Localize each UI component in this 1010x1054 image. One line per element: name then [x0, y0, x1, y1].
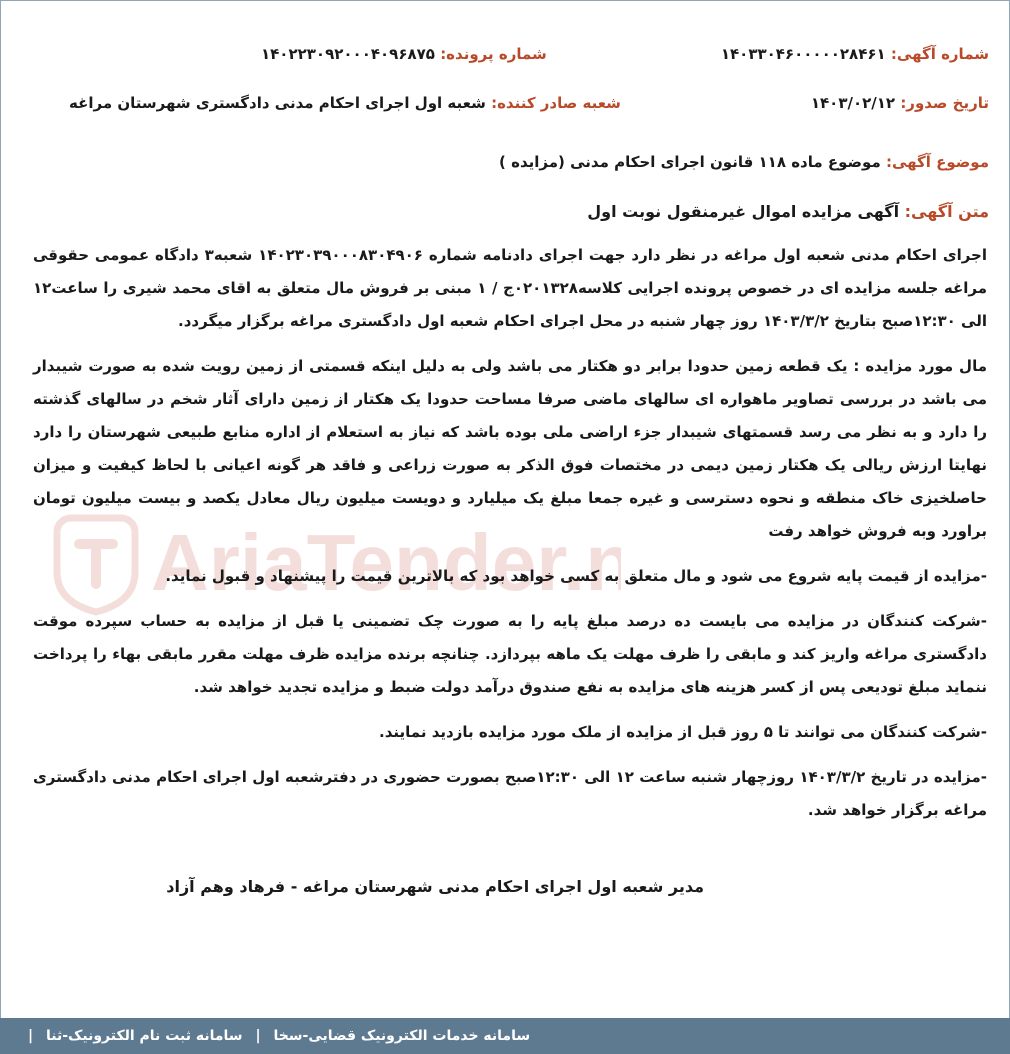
body-paragraph-property: مال مورد مزایده : یک قطعه زمین حدودا برابر دو هکتار می باشد ولی به دلیل اینکه قسمتی از زمین رویت شده به صورت شیبدار می باشد در بررسی تصاویر ماهواره ای سالهای ماضی صرفا مساحت حدودا یک هکتار از زمین دارای آثار شخم در سالهای گذشته را دارد و به نظر می رسد قسمتهای شیبدار جزء اراضی ملی بوده باشد که نیاز به استعلام از اداره منابع طبیعی شهرستان را دارد نهایتا ارزش ریالی یک هکتار زمین دیمی در مختصات فوق الذکر به صورت زراعی و فاقد هر گونه اعیانی با لحاظ کیفیت و میزان حاصلخیزی خاک منطقه و نحوه دسترسی و غیره جمعا مبلغ یک میلیارد و دویست میلیون ریال معادل یکصد و بیست میلیون تومان براورد وبه فروش خواهد رفت	[33, 357, 987, 540]
issue-date-field	[811, 94, 989, 112]
announcement-body	[33, 239, 987, 839]
case-number-label: شماره پرونده:	[440, 45, 547, 63]
body-paragraph-intro: اجرای احکام مدنی شعبه اول مراغه در نظر دارد جهت اجرای دادنامه شماره ۱۴۰۲۳۰۳۹۰۰۰۸۳۰۴۹۰۶ شعبه۳ دادگاه عمومی حقوقی مراغه جلسه مزایده ای در خصوص پرونده اجرایی کلاسه۰۲۰۱۳۲۸ج / ۱ مبنی بر فروش مال متعلق به اقای محمد شیری را ساعت۱۲ الی ۱۲:۳۰صبح بتاریخ ۱۴۰۳/۳/۲ روز چهار شنبه در محل اجرای احکام شعبه اول دادگستری مراغه برگزار میگردد.	[33, 246, 988, 330]
footer-link-sakha[interactable]: سامانه خدمات الکترونیک قضایی-سخا	[273, 1028, 531, 1044]
footer-separator: |	[255, 1028, 261, 1044]
subject-label: موضوع آگهی:	[885, 153, 989, 171]
text-label: متن آگهی:	[904, 202, 989, 221]
ad-number-label: شماره آگهی:	[890, 45, 989, 63]
text-title: آگهی مزایده اموال غیرمنقول نوبت اول	[587, 202, 900, 221]
body-paragraph-bidding: -مزایده از قیمت پایه شروع می شود و مال متعلق به کسی خواهد بود که بالاترین قیمت را پیشنهاد و قبول نماید.	[165, 567, 987, 585]
meta-row-date-issuer	[21, 94, 989, 112]
subject-value: موضوع ماده ۱۱۸ قانون اجرای احکام مدنی (مزایده )	[499, 153, 881, 171]
ad-number-value: ۱۴۰۳۳۰۴۶۰۰۰۰۰۲۸۴۶۱	[720, 45, 886, 63]
announcement-heading	[587, 202, 989, 221]
watermark-text: AriaTender.n	[151, 518, 621, 607]
subject-line	[499, 153, 989, 171]
meta-row-numbers	[21, 45, 989, 63]
signature-line: مدیر شعبه اول اجرای احکام مدنی شهرستان مراغه - فرهاد وهم آزاد	[166, 877, 704, 896]
body-paragraph-deposit: -شرکت کنندگان در مزایده می بایست ده درصد مبلغ پایه را به صورت چک تضمینی یا قبل از مزایده به حساب سپرده موقت دادگستری مراغه واریز کند و مابقی را ظرف مهلت یک ماهه بپردازد. چنانچه برنده مزایده ظرف مهلت مقرر مابقی بهاء را پرداخت ننماید مبلغ تودیعی پس از کسر هزینه های مزایده به نفع صندوق درآمد دولت ضبط و مزایده تجدید خواهد شد.	[33, 612, 987, 696]
footer-separator-end: |	[28, 1028, 34, 1044]
footer-links	[20, 1028, 802, 1044]
body-paragraph-visit: -شرکت کنندگان می توانند تا ۵ روز قبل از مزایده از ملک مورد مزایده بازدید نمایند.	[379, 723, 987, 741]
issue-date-value: ۱۴۰۳/۰۲/۱۲	[810, 94, 896, 112]
case-number-value: ۱۴۰۲۲۳۰۹۲۰۰۰۴۰۹۶۸۷۵	[261, 45, 435, 63]
issuer-label: شعبه صادر کننده:	[491, 94, 621, 112]
body-paragraph-schedule: -مزایده در تاریخ ۱۴۰۳/۳/۲ روزچهار شنبه ساعت ۱۲ الی ۱۲:۳۰صبح بصورت حضوری در دفترشعبه اول اجرای احکام مدنی دادگستری مراغه برگزار خواهد شد.	[33, 768, 987, 819]
case-number-field	[261, 45, 547, 63]
footer-bar	[0, 1018, 1010, 1054]
issuer-field	[69, 94, 621, 112]
issue-date-label: تاریخ صدور:	[900, 94, 989, 112]
issuer-value: شعبه اول اجرای احکام مدنی دادگستری شهرستان مراغه	[69, 94, 486, 112]
footer-link-sana[interactable]: سامانه ثبت نام الکترونیک-ثنا	[46, 1028, 243, 1044]
ad-number-field	[721, 45, 989, 63]
